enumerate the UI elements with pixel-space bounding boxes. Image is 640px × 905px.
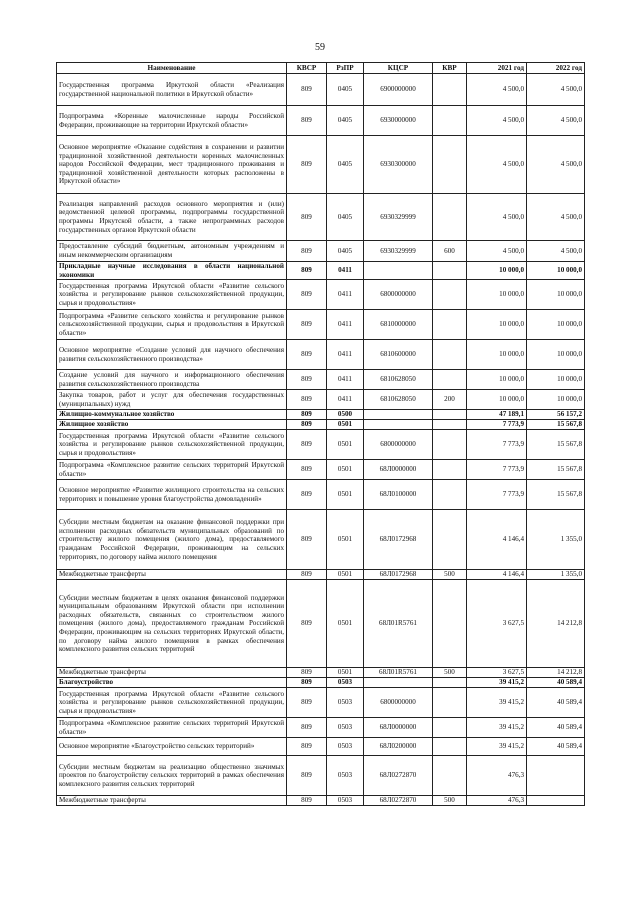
- table-row: [57, 280, 585, 310]
- table-body: [57, 74, 585, 806]
- row-rzpr: 0405: [327, 106, 364, 136]
- row-kvsr: 809: [287, 688, 327, 718]
- row-kcsr: 6800000000: [364, 688, 433, 718]
- row-rzpr: 0503: [327, 678, 364, 688]
- row-kvr: [433, 420, 467, 430]
- row-value-2022: 15 567,8: [527, 420, 585, 430]
- table-row: [57, 241, 585, 262]
- row-value-2022: 10 000,0: [527, 390, 585, 410]
- row-value-2022: 15 567,8: [527, 430, 585, 460]
- row-rzpr: 0503: [327, 738, 364, 756]
- row-kvsr: 809: [287, 718, 327, 738]
- row-kvr: [433, 510, 467, 570]
- table-row: [57, 688, 585, 718]
- row-name: Межбюджетные трансферты: [57, 570, 287, 580]
- row-kvr: [433, 688, 467, 718]
- row-rzpr: 0411: [327, 370, 364, 390]
- row-value-2021: 10 000,0: [467, 310, 527, 340]
- row-name: Основное мероприятие «Создание условий для научного обеспечения развития сельскохозяйственного производства»: [57, 340, 287, 370]
- row-kvsr: 809: [287, 510, 327, 570]
- row-kvr: 500: [433, 796, 467, 806]
- row-rzpr: 0503: [327, 688, 364, 718]
- table-row: [57, 480, 585, 510]
- header-2022: 2022 год: [527, 63, 585, 74]
- row-value-2022: 4 500,0: [527, 106, 585, 136]
- row-value-2022: 14 212,8: [527, 580, 585, 668]
- row-name: Жилищно-коммунальное хозяйство: [57, 410, 287, 420]
- row-kvr: [433, 580, 467, 668]
- row-rzpr: 0503: [327, 756, 364, 796]
- row-kvsr: 809: [287, 136, 327, 194]
- row-rzpr: 0500: [327, 410, 364, 420]
- row-kvsr: 809: [287, 796, 327, 806]
- header-name: Наименование: [57, 63, 287, 74]
- row-kvsr: 809: [287, 410, 327, 420]
- row-name: Предоставление субсидий бюджетным, автономным учреждениям и иным некоммерческим организациям: [57, 241, 287, 262]
- row-value-2022: 10 000,0: [527, 262, 585, 280]
- table-row: [57, 106, 585, 136]
- table-row: [57, 460, 585, 480]
- row-kvsr: 809: [287, 460, 327, 480]
- row-value-2021: 10 000,0: [467, 340, 527, 370]
- row-name: Жилищное хозяйство: [57, 420, 287, 430]
- row-kcsr: 6810000000: [364, 310, 433, 340]
- row-value-2021: 7 773,9: [467, 430, 527, 460]
- row-rzpr: 0501: [327, 420, 364, 430]
- row-kcsr: 68Л01R5761: [364, 668, 433, 678]
- row-kcsr: 68Л01R5761: [364, 580, 433, 668]
- row-value-2021: 4 500,0: [467, 74, 527, 106]
- row-value-2022: 10 000,0: [527, 280, 585, 310]
- row-kvr: [433, 280, 467, 310]
- row-name: Подпрограмма «Комплексное развитие сельских территорий Иркутской области»: [57, 718, 287, 738]
- row-kvsr: 809: [287, 570, 327, 580]
- row-value-2021: 10 000,0: [467, 280, 527, 310]
- row-kvsr: 809: [287, 262, 327, 280]
- row-kvr: [433, 718, 467, 738]
- table-row: [57, 718, 585, 738]
- row-rzpr: 0501: [327, 480, 364, 510]
- row-rzpr: 0501: [327, 510, 364, 570]
- row-value-2021: 476,3: [467, 756, 527, 796]
- row-kvsr: 809: [287, 480, 327, 510]
- row-kcsr: 6810600000: [364, 340, 433, 370]
- row-value-2022: 4 500,0: [527, 74, 585, 106]
- row-kvr: [433, 136, 467, 194]
- row-rzpr: 0411: [327, 310, 364, 340]
- row-name: Прикладные научные исследования в области национальной экономики: [57, 262, 287, 280]
- table-row: [57, 580, 585, 668]
- header-kvr: КВР: [433, 63, 467, 74]
- row-kvsr: 809: [287, 420, 327, 430]
- row-kvr: [433, 678, 467, 688]
- row-kvr: [433, 480, 467, 510]
- row-value-2021: 7 773,9: [467, 480, 527, 510]
- row-value-2021: 4 500,0: [467, 194, 527, 241]
- row-value-2021: 7 773,9: [467, 460, 527, 480]
- row-rzpr: 0411: [327, 340, 364, 370]
- row-kvsr: 809: [287, 738, 327, 756]
- row-kvsr: 809: [287, 370, 327, 390]
- row-value-2021: 7 773,9: [467, 420, 527, 430]
- row-kvsr: 809: [287, 430, 327, 460]
- row-kcsr: 68Л0100000: [364, 480, 433, 510]
- row-kvr: [433, 410, 467, 420]
- row-value-2021: 39 415,2: [467, 688, 527, 718]
- table-row: [57, 370, 585, 390]
- header-kcsr: КЦСР: [364, 63, 433, 74]
- row-value-2021: 476,3: [467, 796, 527, 806]
- row-kcsr: 6800000000: [364, 280, 433, 310]
- row-rzpr: 0501: [327, 460, 364, 480]
- row-value-2021: 10 000,0: [467, 262, 527, 280]
- row-kvr: [433, 340, 467, 370]
- row-name: Закупка товаров, работ и услуг для обеспечения государственных (муниципальных) нужд: [57, 390, 287, 410]
- row-value-2022: 15 567,8: [527, 460, 585, 480]
- row-name: Государственная программа Иркутской области «Развитие сельского хозяйства и регулирование рынков сельскохозяйственной продукции, сырья и продовольствия»: [57, 688, 287, 718]
- table-row: [57, 430, 585, 460]
- row-kvsr: 809: [287, 194, 327, 241]
- table-row: [57, 738, 585, 756]
- row-name: Межбюджетные трансферты: [57, 796, 287, 806]
- row-kvr: [433, 310, 467, 340]
- row-kvr: 500: [433, 570, 467, 580]
- row-value-2022: 40 589,4: [527, 688, 585, 718]
- row-kvr: [433, 106, 467, 136]
- row-rzpr: 0501: [327, 580, 364, 668]
- row-value-2022: 4 500,0: [527, 194, 585, 241]
- row-rzpr: 0411: [327, 262, 364, 280]
- row-value-2021: 10 000,0: [467, 390, 527, 410]
- row-kcsr: [364, 420, 433, 430]
- row-value-2021: 3 627,5: [467, 668, 527, 678]
- row-kcsr: 6930329999: [364, 241, 433, 262]
- row-rzpr: 0405: [327, 241, 364, 262]
- row-value-2022: 14 212,8: [527, 668, 585, 678]
- row-rzpr: 0501: [327, 430, 364, 460]
- row-kcsr: [364, 678, 433, 688]
- table-row: [57, 194, 585, 241]
- row-kvr: 200: [433, 390, 467, 410]
- row-rzpr: 0503: [327, 796, 364, 806]
- row-kvsr: 809: [287, 340, 327, 370]
- row-kcsr: 68Л0000000: [364, 460, 433, 480]
- row-kvr: [433, 194, 467, 241]
- row-value-2021: 39 415,2: [467, 718, 527, 738]
- row-name: Основное мероприятие «Благоустройство сельских территорий»: [57, 738, 287, 756]
- row-kvr: [433, 738, 467, 756]
- table-row: [57, 340, 585, 370]
- row-kvr: [433, 756, 467, 796]
- row-kcsr: [364, 262, 433, 280]
- budget-table: [56, 62, 585, 806]
- row-kvr: 500: [433, 668, 467, 678]
- row-value-2022: 56 157,2: [527, 410, 585, 420]
- row-kcsr: 6810628050: [364, 370, 433, 390]
- header-kvsr: КВСР: [287, 63, 327, 74]
- table-row: [57, 796, 585, 806]
- row-kvr: [433, 74, 467, 106]
- row-name: Подпрограмма «Комплексное развитие сельских территорий Иркутской области»: [57, 460, 287, 480]
- row-kvsr: 809: [287, 580, 327, 668]
- row-name: Межбюджетные трансферты: [57, 668, 287, 678]
- row-value-2022: 40 589,4: [527, 718, 585, 738]
- row-kvr: [433, 430, 467, 460]
- row-kcsr: 6800000000: [364, 430, 433, 460]
- row-kvsr: 809: [287, 241, 327, 262]
- table-row: [57, 678, 585, 688]
- row-kvsr: 809: [287, 678, 327, 688]
- row-kcsr: 6900000000: [364, 74, 433, 106]
- row-name: Государственная программа Иркутской области «Развитие сельского хозяйства и регулирование рынков сельскохозяйственной продукции, сырья и продовольствия»: [57, 280, 287, 310]
- row-name: Государственная программа Иркутской области «Реализация государственной национальной политики в Иркутской области»: [57, 74, 287, 106]
- table-row: [57, 410, 585, 420]
- row-value-2022: 1 355,0: [527, 510, 585, 570]
- row-rzpr: 0501: [327, 570, 364, 580]
- row-kcsr: 6930329999: [364, 194, 433, 241]
- row-value-2021: 10 000,0: [467, 370, 527, 390]
- row-value-2022: 10 000,0: [527, 310, 585, 340]
- row-name: Субсидии местным бюджетам на реализацию общественно значимых проектов по благоустройству сельских территорий в рамках обеспечения комплексного развития сельских территорий: [57, 756, 287, 796]
- row-name: Создание условий для научного и информационного обеспечения развития сельскохозяйственного производства: [57, 370, 287, 390]
- row-kcsr: 68Л0172968: [364, 510, 433, 570]
- row-kcsr: 6930000000: [364, 106, 433, 136]
- row-name: Субсидии местным бюджетам в целях оказания финансовой поддержки муниципальным образованиям Иркутской области при исполнении расходных обязательств, связанных со строительством жилого помещения (жилого дома), предоставляемого гражданам Российской Федерации, проживающим на сельских территориях Иркутской области, по договору найма жилого помещения в рамках обеспечения комплексного развития сельских территорий: [57, 580, 287, 668]
- row-rzpr: 0411: [327, 390, 364, 410]
- row-kcsr: 68Л0172968: [364, 570, 433, 580]
- table-header-row: [57, 63, 585, 74]
- row-value-2021: 4 500,0: [467, 241, 527, 262]
- row-value-2021: 4 500,0: [467, 106, 527, 136]
- row-kvr: [433, 460, 467, 480]
- row-value-2021: 39 415,2: [467, 738, 527, 756]
- row-value-2022: 4 500,0: [527, 136, 585, 194]
- row-name: Основное мероприятие «Оказание содействия в сохранении и развитии традиционной хозяйственной деятельности коренных малочисленных народов Российской Федерации, мест традиционного проживания и традиционной хозяйственной деятельности которых расположены в Иркутской области»: [57, 136, 287, 194]
- table-row: [57, 510, 585, 570]
- row-kvr: 600: [433, 241, 467, 262]
- row-value-2022: 15 567,8: [527, 480, 585, 510]
- row-name: Подпрограмма «Развитие сельского хозяйства и регулирование рынков сельскохозяйственной продукции, сырья и продовольствия в Иркутской области»: [57, 310, 287, 340]
- row-kvsr: 809: [287, 74, 327, 106]
- row-kvsr: 809: [287, 280, 327, 310]
- row-name: Основное мероприятие «Развитие жилищного строительства на сельских территориях и повышение уровня благоустройства домовладений»: [57, 480, 287, 510]
- row-value-2021: 4 500,0: [467, 136, 527, 194]
- row-value-2022: 10 000,0: [527, 370, 585, 390]
- row-name: Благоустройство: [57, 678, 287, 688]
- table-row: [57, 74, 585, 106]
- row-name: Государственная программа Иркутской области «Развитие сельского хозяйства и регулирование рынков сельскохозяйственной продукции, сырья и продовольствия»: [57, 430, 287, 460]
- table-row: [57, 570, 585, 580]
- row-rzpr: 0405: [327, 74, 364, 106]
- row-kvsr: 809: [287, 756, 327, 796]
- row-kcsr: 6810628050: [364, 390, 433, 410]
- row-name: Реализация направлений расходов основного мероприятия и (или) ведомственной целевой программы, подпрограммы государственной программы Иркутской области, а также непрограммных расходов государственных органов Иркутской области: [57, 194, 287, 241]
- table-row: [57, 668, 585, 678]
- row-value-2021: 39 415,2: [467, 678, 527, 688]
- row-kvsr: 809: [287, 310, 327, 340]
- row-value-2021: 47 189,1: [467, 410, 527, 420]
- row-value-2022: [527, 796, 585, 806]
- row-value-2022: 1 355,0: [527, 570, 585, 580]
- row-value-2022: [527, 756, 585, 796]
- row-rzpr: 0405: [327, 194, 364, 241]
- row-rzpr: 0411: [327, 280, 364, 310]
- row-value-2021: 4 146,4: [467, 510, 527, 570]
- table-row: [57, 420, 585, 430]
- row-kcsr: 68Л0200000: [364, 738, 433, 756]
- row-rzpr: 0405: [327, 136, 364, 194]
- row-kcsr: 68Л0272870: [364, 796, 433, 806]
- row-value-2022: 40 589,4: [527, 738, 585, 756]
- row-name: Подпрограмма «Коренные малочисленные народы Российской Федерации, проживающие на территории Иркутской области»: [57, 106, 287, 136]
- row-value-2022: 4 500,0: [527, 241, 585, 262]
- row-kvsr: 809: [287, 390, 327, 410]
- row-kcsr: 6930300000: [364, 136, 433, 194]
- header-rzpr: РзПР: [327, 63, 364, 74]
- row-value-2021: 4 146,4: [467, 570, 527, 580]
- row-value-2021: 3 627,5: [467, 580, 527, 668]
- row-kcsr: [364, 410, 433, 420]
- row-rzpr: 0503: [327, 718, 364, 738]
- row-kvsr: 809: [287, 668, 327, 678]
- table-row: [57, 136, 585, 194]
- row-kvr: [433, 262, 467, 280]
- row-kvsr: 809: [287, 106, 327, 136]
- table-row: [57, 262, 585, 280]
- row-value-2022: 40 589,4: [527, 678, 585, 688]
- row-value-2022: 10 000,0: [527, 340, 585, 370]
- table-row: [57, 310, 585, 340]
- header-2021: 2021 год: [467, 63, 527, 74]
- page-number: 59: [315, 42, 325, 53]
- row-kcsr: 68Л0000000: [364, 718, 433, 738]
- row-rzpr: 0501: [327, 668, 364, 678]
- row-name: Субсидии местным бюджетам на оказание финансовой поддержки при исполнении расходных обязательств муниципальных образований по строительству жилого помещения (жилого дома), предоставляемого гражданам Российской Федерации, проживающим на сельских территориях, по договору найма жилого помещения: [57, 510, 287, 570]
- row-kvr: [433, 370, 467, 390]
- table-row: [57, 756, 585, 796]
- row-kcsr: 68Л0272870: [364, 756, 433, 796]
- table-row: [57, 390, 585, 410]
